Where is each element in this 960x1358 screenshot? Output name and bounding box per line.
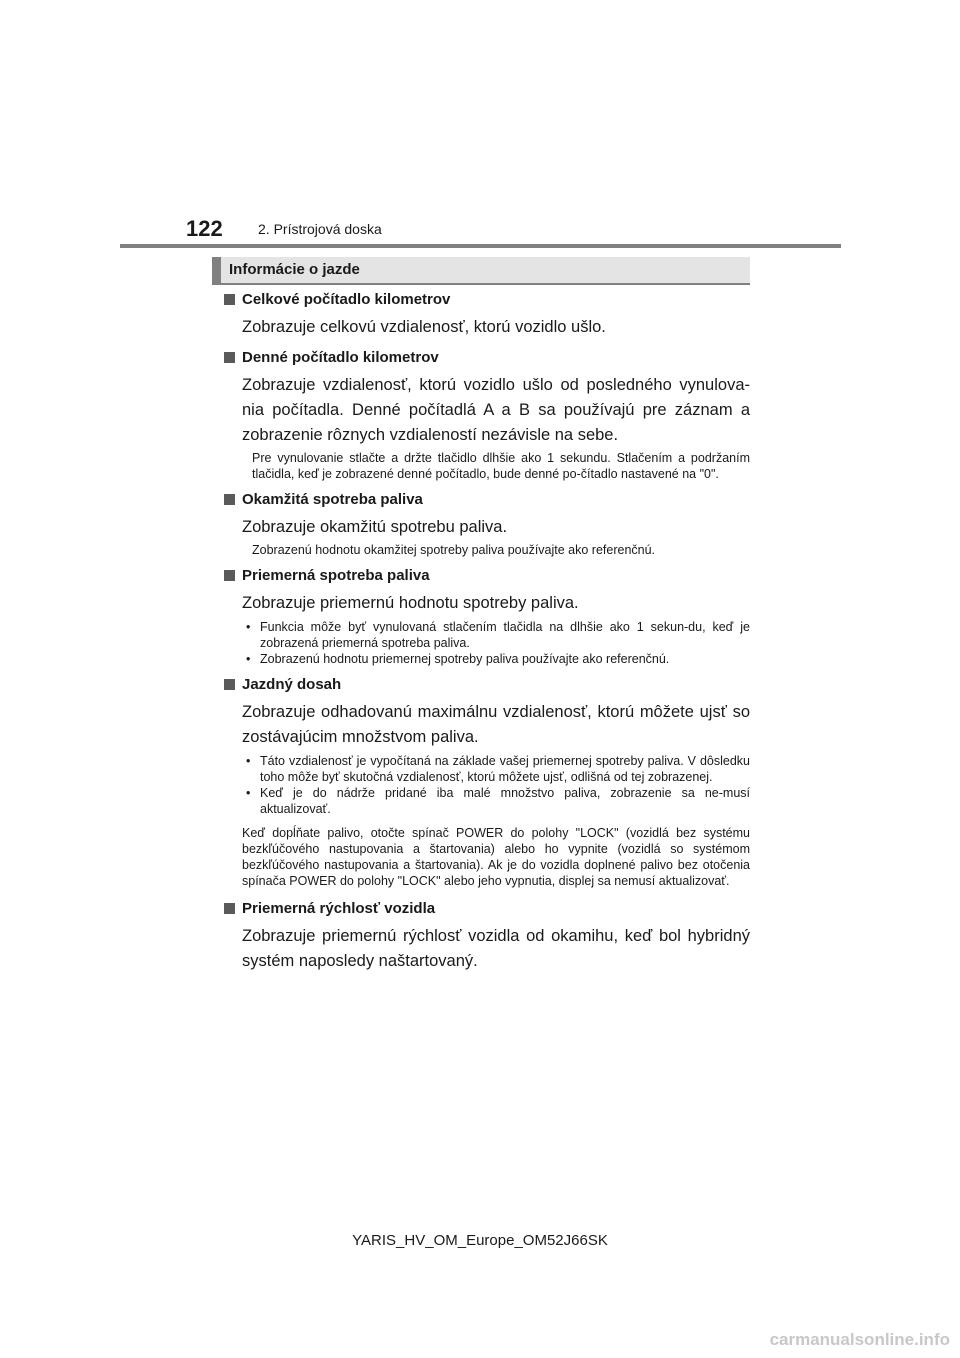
item-bullets-driving-range — [222, 753, 750, 817]
item-note-trip-meter: Pre vynulovanie stlačte a držte tlačidlo dlhšie ako 1 sekundu. Stlačením a podržaním tlačidla, keď je zobrazené denné počítadlo, bude denné po-čítadlo nastavené na "0". — [252, 451, 750, 481]
item-bullets-average-fuel — [222, 619, 750, 667]
list-item: • Keď je do nádrže pridané iba malé množstvo paliva, zobrazenie sa ne-musí aktualizovať. — [246, 786, 750, 816]
list-item: • Táto vzdialenosť je vypočítaná na základe vašej priemernej spotreby paliva. V dôsledku toho môže byť skutočná vzdialenosť, ktorú môžete ujsť, odlišná od tej zobrazenej. — [246, 754, 750, 784]
item-heading-average-fuel: Priemerná spotreba paliva — [222, 566, 750, 586]
item-heading-average-speed: Priemerná rýchlosť vozidla — [222, 899, 750, 919]
item-heading-odometer: Celkové počítadlo kilometrov — [222, 290, 750, 310]
item-text-average-fuel: Zobrazuje priemernú hodnotu spotreby paliva. — [242, 594, 579, 612]
square-bullet-icon — [224, 570, 235, 581]
square-bullet-icon — [224, 903, 235, 914]
section-title: Informácie o jazde — [229, 261, 360, 278]
list-item: • Funkcia môže byť vynulovaná stlačením tlačidla na dlhšie ako 1 sekun-du, keď je zobrazená priemerná spotreba paliva. — [246, 620, 750, 650]
list-item: • Zobrazenú hodnotu priemernej spotreby paliva používajte ako referenčnú. — [246, 652, 670, 666]
item-heading-trip-meter: Denné počítadlo kilometrov — [222, 348, 750, 368]
item-text-odometer: Zobrazuje celkovú vzdialenosť, ktorú vozidlo ušlo. — [242, 318, 606, 336]
item-text-average-speed: Zobrazuje priemernú rýchlosť vozidla od okamihu, keď bol hybridný systém naposledy naštartovaný. — [242, 927, 750, 970]
item-text-trip-meter: Zobrazuje vzdialenosť, ktorú vozidlo ušlo od posledného vynulova-nia počítadla. Denné počítadlá A a B sa používajú pre záznam a zobrazenie rôznych vzdialeností nezávisle na sebe. — [242, 376, 750, 444]
watermark: carmanualsonline.info — [769, 1330, 950, 1349]
square-bullet-icon — [224, 679, 235, 690]
item-heading-current-fuel: Okamžitá spotreba paliva — [222, 490, 750, 510]
square-bullet-icon — [224, 494, 235, 505]
item-text-current-fuel: Zobrazuje okamžitú spotrebu paliva. — [242, 518, 508, 536]
item-note-driving-range: Keď dopĺňate palivo, otočte spínač POWER do polohy "LOCK" (vozidlá bez systému bezkľúčového nastupovania a štartovania) alebo ho vypnite (vozidlá so systémom bezkľúčového nastupovania a štartovania). Ak je do vozidla doplnené palivo bez otočenia spínača POWER do polohy "LOCK" alebo jeho vypnutia, displej sa nemusí aktualizovať. — [242, 826, 750, 888]
item-text-driving-range: Zobrazuje odhadovanú maximálnu vzdialenosť, ktorú môžete ujsť so zostávajúcim množstvom paliva. — [242, 703, 750, 746]
square-bullet-icon — [224, 352, 235, 363]
header-rule — [120, 244, 841, 248]
footer-doc-code: YARIS_HV_OM_Europe_OM52J66SK — [352, 1232, 608, 1249]
item-note-current-fuel: Zobrazenú hodnotu okamžitej spotreby paliva používajte ako referenčnú. — [252, 543, 656, 557]
item-heading-driving-range: Jazdný dosah — [222, 675, 750, 695]
content — [222, 290, 750, 974]
chapter-title: 2. Prístrojová doska — [258, 221, 382, 237]
page-number: 122 — [186, 216, 223, 241]
section-header — [212, 257, 750, 285]
square-bullet-icon — [224, 294, 235, 305]
